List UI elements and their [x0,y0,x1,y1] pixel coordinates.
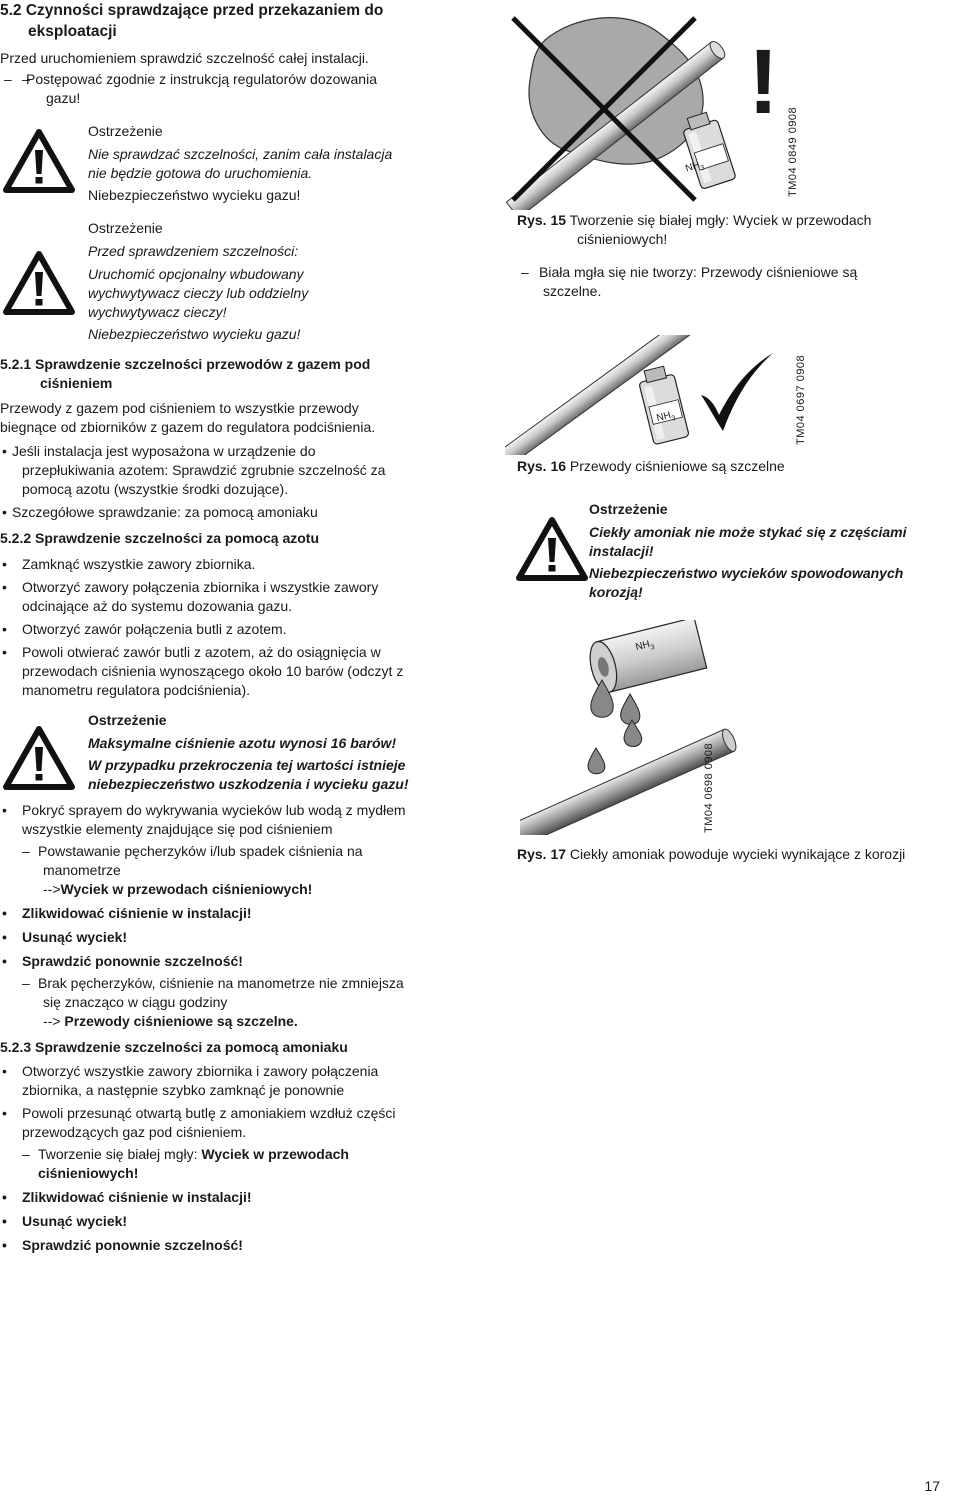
list-item: • Sprawdzić ponownie szczelność! [0,952,470,971]
nh3-label: $NH_3$ [634,638,656,654]
section-5-2-3-title: 5.2.3 Sprawdzenie szczelności za pomocą amoniaku [0,1039,348,1055]
warning-4-heading: Ostrzeżenie [589,501,668,517]
warning-triangle-icon [2,250,76,316]
list-item: • Jeśli instalacja jest wyposażona w urządzenie do przepłukiwania azotem: Sprawdzić zgrubnie szczelność za pomocą azotu (wszystkie środki dozujące). [0,442,470,499]
section-5-2-2-list [0,555,470,700]
warning-4: Ostrzeżenie Ciekły amoniak nie może stykać się z częściami instalacji! Niebezpieczeństwo wycieków spowodowanych korozją! [589,500,959,602]
page-number: 17 [924,1478,940,1494]
warning-3-heading: Ostrzeżenie [88,712,167,728]
section-5-2-dash-item: – – Postępować zgodnie z instrukcją regulatorów dozowania gazu! [0,70,470,108]
list-item: – Tworzenie się białej mgły: Wyciek w przewodach ciśnieniowych! [0,1145,470,1183]
section-5-2-intro: Przed uruchomieniem sprawdzić szczelność całej instalacji. [0,50,369,66]
exclamation-icon: ! [748,31,779,133]
warning-3: Ostrzeżenie Maksymalne ciśnienie azotu wynosi 16 barów! W przypadku przekroczenia tej wartości istnieje niebezpieczeństwo uszkodzenia i wycieku gazu! [88,712,409,792]
ammonia-drops [588,680,642,774]
warning-2: Ostrzeżenie Przed sprawdzeniem szczelności: Uruchomić opcjonalny wbudowany wychwytywacz cieczy lub oddzielny wychwytywacz cieczy! Niebezpieczeństwo wycieku gazu! [88,220,309,342]
list-item: • Powoli otwierać zawór butli z azotem, aż do osiągnięcia w przewodach ciśnienia wynoszącego około 10 barów (odczyt z manometru regulatora podciśnienia). [0,643,470,700]
figure-17-caption: Rys. 17 Ciekły amoniak powoduje wycieki wynikające z korozji [517,846,906,862]
section-5-2-3-list [0,1062,470,1255]
leak-test-steps [0,801,470,1031]
warning-2-heading: Ostrzeżenie [88,220,163,236]
list-item: • Pokryć sprayem do wykrywania wycieków lub wodą z mydłem wszystkie elementy znajdujące się pod ciśnieniem [0,801,470,839]
warning-triangle-icon [2,725,76,791]
list-item: – Brak pęcherzyków, ciśnienie na manometrze nie zmniejsza się znacząco w ciągu godziny --> Przewody ciśnieniowe są szczelne. [0,974,470,1031]
list-item: • Usunąć wyciek! [0,928,470,947]
section-5-2-1-title: 5.2.1 Sprawdzenie szczelności przewodów z gazem pod ciśnieniem [0,356,371,391]
list-item: • Sprawdzić ponownie szczelność! [0,1236,470,1255]
list-item: • Otworzyć zawory połączenia zbiornika i wszystkie zawory odcinające aż do systemu dozowania gazu. [0,578,470,616]
figure-17-code: TM04 0698 0908 [703,742,715,833]
nh3-label: $NH_3$ [684,159,706,175]
warning-triangle-icon [2,128,76,194]
section-5-2-title: 5.2 Czynności sprawdzające przed przekazaniem do eksploatacji [0,2,384,40]
section-5-2-1-paragraph: Przewody z gazem pod ciśnieniem to wszystkie przewody biegnące od zbiorników z gazem do regulatora podciśnienia. [0,400,376,435]
section-5-2-2-title: 5.2.2 Sprawdzenie szczelności za pomocą azotu [0,530,319,546]
list-item: • Powoli przesunąć otwartą butlę z amoniakiem wzdłuż części przewodzących gaz pod ciśnieniem. [0,1104,470,1142]
list-item: – Powstawanie pęcherzyków i/lub spadek ciśnienia na manometrze -->Wyciek w przewodach ciśnieniowych! [0,842,470,899]
warning-triangle-icon [515,516,589,582]
list-item: • Zlikwidować ciśnienie w instalacji! [0,904,470,923]
ammonia-bottle [636,364,689,445]
figure-16-no-leak-illustration [505,335,805,455]
list-item: • Zlikwidować ciśnienie w instalacji! [0,1188,470,1207]
list-item: • Usunąć wyciek! [0,1212,470,1231]
figure-16-code: TM04 0697 0908 [795,354,807,445]
left-column [0,0,470,1253]
warning-1-heading: Ostrzeżenie [88,123,163,139]
warning-1: Ostrzeżenie Nie sprawdzać szczelności, zanim cała instalacja nie będzie gotowa do uruchomienia. Niebezpieczeństwo wycieku gazu! [88,123,393,203]
list-item: • Otworzyć wszystkie zawory zbiornika i zawory połączenia zbiornika, a następnie szybko zamknąć je ponownie [0,1062,470,1100]
list-item: • Zamknąć wszystkie zawory zbiornika. [0,555,470,574]
figure-15-caption: Rys. 15 Tworzenie się białej mgły: Wyciek w przewodach ciśnieniowych! [517,212,872,247]
section-5-2-1-list [0,442,470,522]
figure-16-caption: Rys. 16 Przewody ciśnieniowe są szczelne [517,458,785,474]
figure-15-code: TM04 0849 0908 [787,106,799,197]
checkmark-icon [701,353,773,431]
list-item: • Otworzyć zawór połączenia butli z azotem. [0,620,470,639]
figure-15-note: – Biała mgła się nie tworzy: Przewody ciśnieniowe są szczelne. [521,264,858,299]
nh3-label: $NH_3$ [655,409,677,425]
list-item: • Szczegółowe sprawdzanie: za pomocą amoniaku [0,503,470,522]
